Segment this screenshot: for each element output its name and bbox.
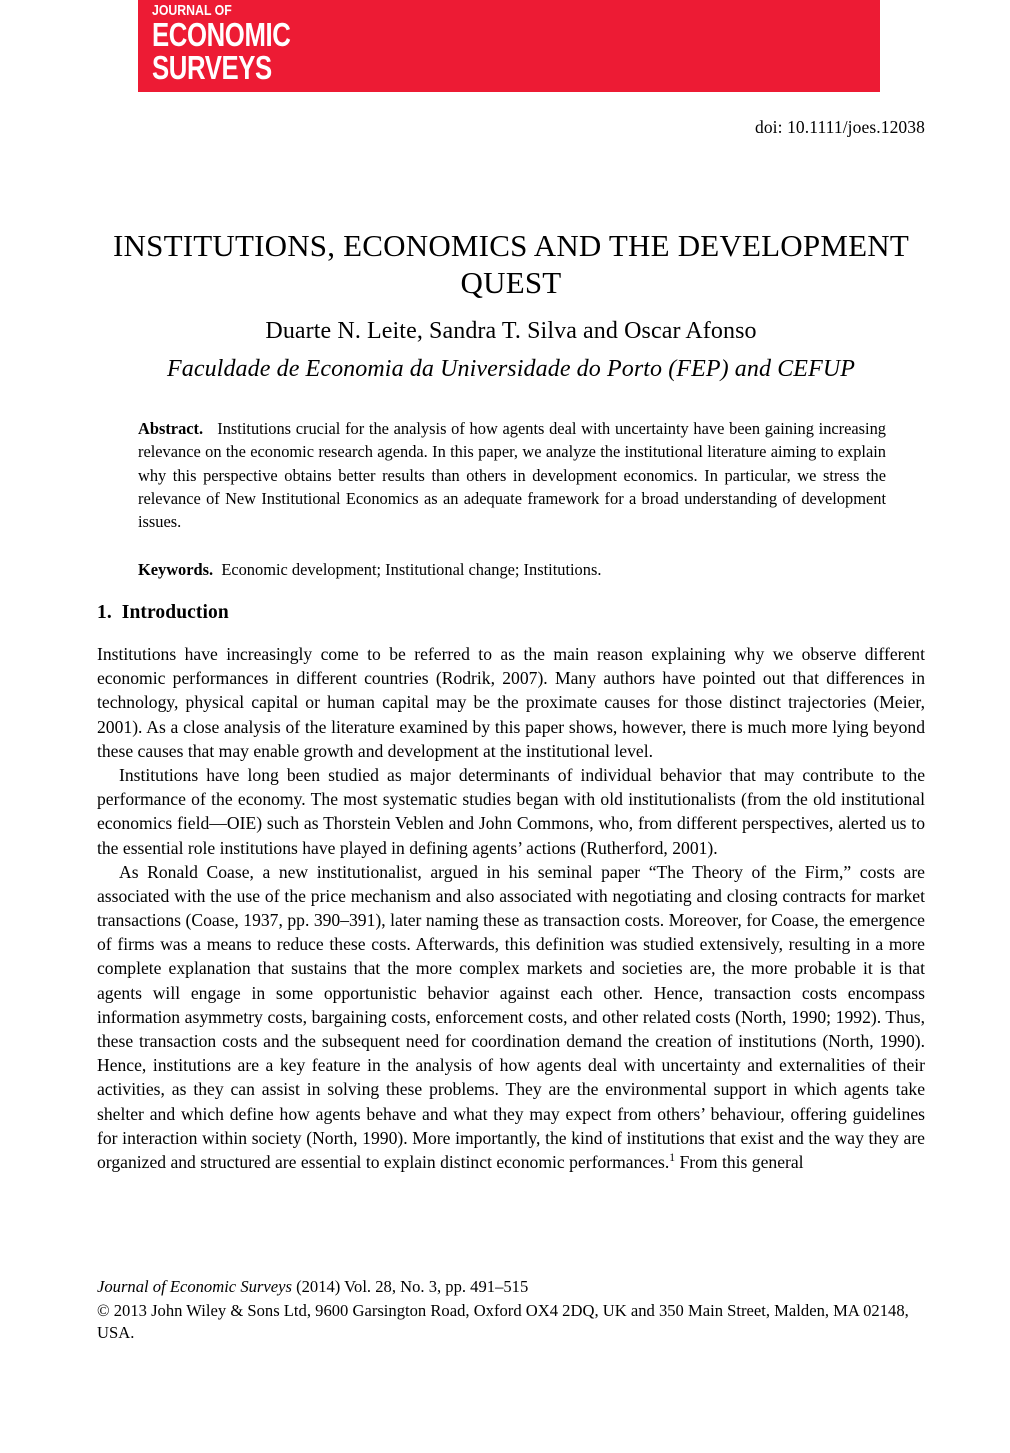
body-paragraph-3 bbox=[97, 860, 925, 1174]
section-number: 1. bbox=[97, 602, 112, 623]
body-paragraph-1: Institutions have increasingly come to be referred to as the main reason explaining why we observe different economic performances in different countries (Rodrik, 2007). Many authors have pointed out that differences in technology, physical capital or human capital may be the proximate causes for those distinct trajectories (Meier, 2001). As a close analysis of the literature examined by this paper shows, however, there is much more lying beyond these causes that may enable growth and development at the institutional level. bbox=[97, 644, 925, 761]
abstract-paragraph bbox=[138, 417, 886, 533]
abstract-label: Abstract. bbox=[138, 419, 204, 438]
keywords-paragraph bbox=[138, 558, 886, 581]
footnote-marker-1[interactable]: 1 bbox=[669, 1151, 676, 1165]
abstract-block bbox=[138, 417, 886, 582]
page-title: INSTITUTIONS, ECONOMICS AND THE DEVELOPMENT QUEST bbox=[113, 228, 909, 300]
journal-logo-line-surveys: SURVEYS bbox=[152, 48, 272, 86]
footer-journal-name: Journal of Economic Surveys bbox=[97, 1277, 292, 1296]
doi-text: doi: 10.1111/joes.12038 bbox=[754, 117, 925, 137]
footer-copyright-line: © 2013 John Wiley & Sons Ltd, 9600 Garsington Road, Oxford OX4 2DQ, UK and 350 Main Street, Malden, MA 02148, USA. bbox=[97, 1301, 909, 1343]
keywords-label: Keywords. bbox=[138, 560, 214, 580]
keywords-text: Economic development; Institutional change; Institutions. bbox=[221, 560, 602, 580]
author-list: Duarte N. Leite, Sandra T. Silva and Oscar Afonso bbox=[265, 318, 757, 345]
section-title: Introduction bbox=[121, 602, 229, 623]
body-paragraph-3-text: As Ronald Coase, a new institutionalist, argued in his seminal paper “The Theory of the Firm,” costs are associated with the use of the price mechanism and also associated with negotiating and closing contracts for market transactions (Coase, 1937, pp. 390–391), later naming these as transaction costs. Moreover, for Coase, the emergence of firms was a means to reduce these costs. Afterwards, this definition was studied extensively, resulting in a more complete explanation that sustains that the more complex markets and societies are, the more probable it is that agents will engage in some opportunistic behavior against each other. Hence, transaction costs encompass information asymmetry costs, bargaining costs, enforcement costs, and other related costs (North, 1990; 1992). Thus, these transaction costs and the subsequent need for coordination demand the creation of institutions (North, 1990). Hence, institutions are a key feature in the analysis of how agents deal with uncertainty and externalities of their activities, as they can assist in solving these problems. They are the environmental support in which agents take shelter and which define how agents behave and what they may expect from others’ behaviour, offering guidelines for interaction within society (North, 1990). More importantly, the kind of institutions that exist and the way they are organized and structured are essential to explain distinct economic performances. bbox=[97, 861, 925, 1172]
affiliation-text: Faculdade de Economia da Universidade do Porto (FEP) and CEFUP bbox=[166, 356, 856, 383]
journal-logo bbox=[152, 2, 330, 86]
journal-logo-line-economic: ECONOMIC bbox=[152, 16, 291, 54]
journal-logo-line-journal-of: JOURNAL OF bbox=[152, 2, 232, 19]
abstract-text: Institutions crucial for the analysis of how agents deal with uncertainty have been gaining increasing relevance on the economic research agenda. In this paper, we analyze the institutional literature aiming to explain why this perspective obtains better results than others in development economics. In particular, we stress the relevance of New Institutional Economics as an adequate framework for a broad understanding of development issues. bbox=[138, 419, 886, 532]
footer-citation-line bbox=[97, 1276, 937, 1298]
title-block bbox=[97, 228, 925, 383]
footer-citation-detail: (2014) Vol. 28, No. 3, pp. 491–515 bbox=[291, 1277, 529, 1296]
journal-masthead-banner bbox=[138, 0, 880, 92]
body-block bbox=[97, 602, 925, 1174]
page-footer bbox=[97, 1276, 937, 1344]
body-paragraph-3-tail: From this general bbox=[675, 1151, 804, 1172]
section-heading-introduction bbox=[97, 602, 925, 624]
body-paragraph-2: Institutions have long been studied as major determinants of individual behavior that may contribute to the performance of the economy. The most systematic studies began with old institutionalists (from the old institutional economics field—OIE) such as Thorstein Veblen and John Commons, who, from different perspectives, alerted us to the essential role institutions have played in defining agents’ actions (Rutherford, 2001). bbox=[97, 764, 925, 858]
